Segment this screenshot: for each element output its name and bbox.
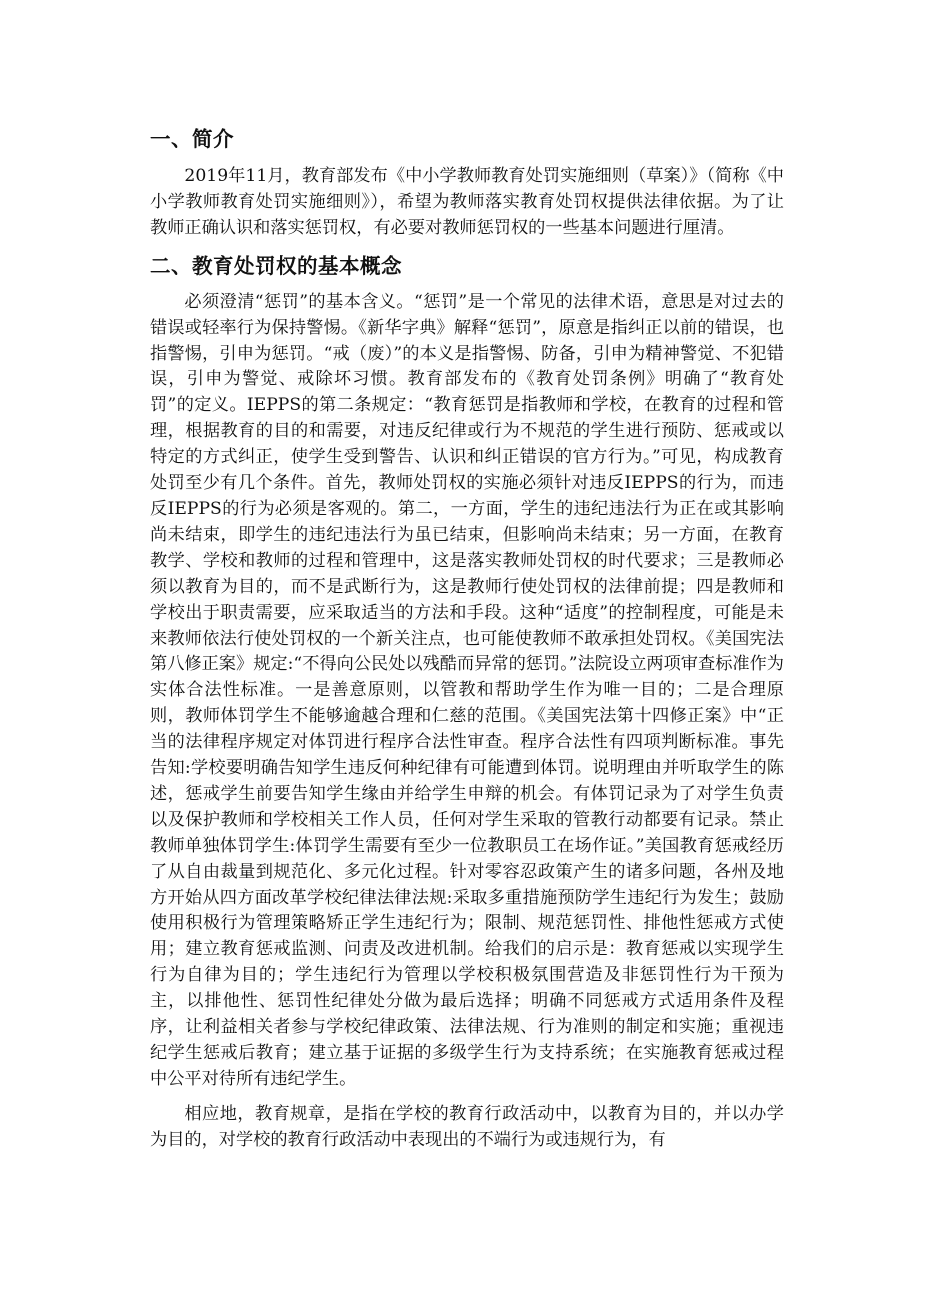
- regulation-paragraph: 相应地，教育规章，是指在学校的教育行政活动中，以教育为目的，并以办学为目的，对学校的教育行政活动中表现出的不端行为或违规行为，有: [150, 1103, 784, 1150]
- intro-paragraph: 2019年11月，教育部发布《中小学教师教育处罚实施细则（草案）》（简称《中小学教师教育处罚实施细则》），希望为教师落实教育处罚权提供法律依据。为了让教师正确认识和落实惩罚权，有必要对教师惩罚权的一些基本问题进行厘清。: [150, 166, 784, 238]
- concept-paragraph: 必须澄清“惩罚”的基本含义。“惩罚”是一个常见的法律术语，意思是对过去的错误或轻率行为保持警惕。《新华字典》解释“惩罚”，原意是指纠正以前的错误，也指警惕，引申为惩罚。“戒（废）”的本义是指警惕、防备，引申为精神警觉、不犯错误，引申为警觉、戒除坏习惯。教育部发布的《教育处罚条例》明确了“教育处罚”的定义。IEPPS的第二条规定：“教育惩罚是指教师和学校，在教育的过程和管理，根据教育的目的和需要，对违反纪律或行为不规范的学生进行预防、惩戒或以特定的方式纠正，使学生受到警告、认识和纠正错误的官方行为。”可见，构成教育处罚至少有几个条件。首先，教师处罚权的实施必须针对违反IEPPS的行为，而违反IEPPS的行为必须是客观的。第二，一方面，学生的违纪违法行为正在或其影响尚未结束，即学生的违纪违法行为虽已结束，但影响尚未结束；另一方面，在教育教学、学校和教师的过程和管理中，这是落实教师处罚权的时代要求；三是教师必须以教育为目的，而不是武断行为，这是教师行使处罚权的法律前提；四是教师和学校出于职责需要，应采取适当的方法和手段。这种“适度”的控制程度，可能是未来教师依法行使处罚权的一个新关注点，也可能使教师不敢承担处罚权。《美国宪法第八修正案》规定:“不得向公民处以残酷而异常的惩罚。”法院设立两项审查标准作为实体合法性标准。一是善意原则，以管教和帮助学生作为唯一目的；二是合理原则，教师体罚学生不能够逾越合理和仁慈的范围。《美国宪法第十四修正案》中“正当的法律程序规定对体罚进行程序合法性审查。程序合法性有四项判断标准。事先告知:学校要明确告知学生违反何种纪律有可能遭到体罚。说明理由并听取学生的陈述，惩戒学生前要告知学生缘由并给学生申辩的机会。有体罚记录为了对学生负责以及保护教师和学校相关工作人员，任何对学生采取的管教行动都要有记录。禁止教师单独体罚学生:体罚学生需要有至少一位教职员工在场作证。”美国教育惩戒经历了从自由裁量到规范化、多元化过程。针对零容忍政策产生的诸多问题，各州及地方开始从四方面改革学校纪律法律法规:采取多重措施预防学生违纪行为发生；鼓励使用积极行为管理策略矫正学生违纪行为；限制、规范惩罚性、排他性惩戒方式使用；建立教育惩戒监测、问责及改进机制。给我们的启示是：教育惩戒以实现学生行为自律为目的；学生违纪行为管理以学校积极氛围营造及非惩罚性行为干预为主，以排他性、惩罚性纪律处分做为最后选择；明确不同惩戒方式适用条件及程序，让利益相关者参与学校纪律政策、法律法规、行为准则的制定和实施；重视违纪学生惩戒后教育；建立基于证据的多级学生行为支持系统；在实施教育惩戒过程中公平对待所有违纪学生。: [150, 291, 784, 1089]
- section-heading-intro: 一、简介: [150, 127, 234, 151]
- document-page: [150, 124, 784, 1154]
- section-heading-basic-concept: 二、教育处罚权的基本概念: [150, 253, 402, 278]
